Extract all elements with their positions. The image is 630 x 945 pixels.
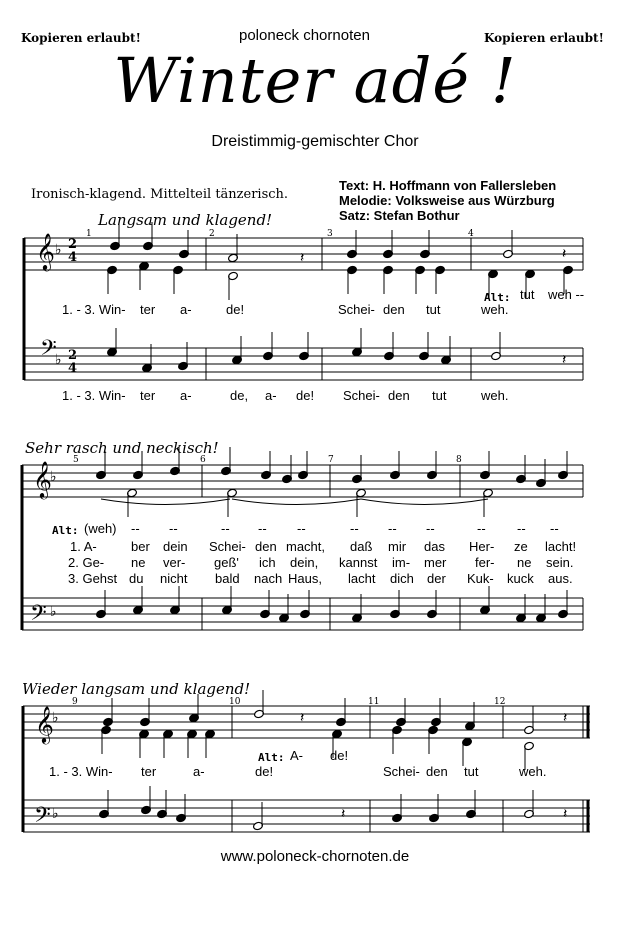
lyric-syllable: lacht [348, 571, 376, 586]
rest-icon: 𝄽 [563, 806, 568, 822]
lyric-syllable: Kuk- [467, 571, 494, 586]
rest-icon: 𝄽 [563, 710, 568, 726]
svg-text:8: 8 [456, 455, 462, 465]
lyric-syllable: de! [226, 302, 245, 317]
lyric-syllable: das [424, 539, 445, 554]
svg-text:3: 3 [327, 229, 333, 239]
lyric-syllable: daß [350, 539, 373, 554]
svg-text:2: 2 [68, 237, 78, 252]
lyric-syllable: de, [230, 388, 249, 403]
lyric-syllable: de! [330, 748, 349, 763]
lyric-syllable: Schei- [209, 539, 246, 554]
lyric-syllable: ze [514, 539, 528, 554]
lyric-syllable: A- [290, 748, 303, 763]
alto-label: Alt: [258, 751, 285, 764]
lyric-syllable: -- [131, 521, 140, 536]
lyric-syllable: Haus, [288, 571, 322, 586]
lyric-syllable: Schei- [338, 302, 375, 317]
lyric-syllable: 1. A- [70, 539, 97, 554]
lyric-syllable: Schei- [383, 764, 420, 779]
lyric-syllable: a- [180, 302, 192, 317]
lyric-syllable: -- [477, 521, 486, 536]
lyric-syllable: dich [390, 571, 414, 586]
lyric-syllable: weh. [519, 764, 547, 779]
alto-label: Alt: [484, 291, 511, 304]
rest-icon: 𝄽 [300, 710, 305, 726]
lyric-syllable: den [255, 539, 277, 554]
lyric-syllable: aus. [548, 571, 573, 586]
rest-icon: 𝄽 [562, 352, 567, 368]
svg-text:4: 4 [68, 250, 78, 265]
lyric-syllable: weh -- [548, 287, 585, 302]
lyric-syllable: a- [180, 388, 192, 403]
svg-text:11: 11 [368, 697, 380, 707]
song-title: Winter adé ! [113, 44, 517, 117]
treble-clef-icon: 𝄞 [35, 705, 54, 743]
lyric-syllable: -- [426, 521, 435, 536]
lyric-syllable: 3. Gehst [68, 571, 118, 586]
lyric-syllable: Her- [469, 539, 495, 554]
lyric-syllable: 1. - 3. Win- [49, 764, 113, 779]
flat-icon: ♭ [55, 352, 62, 368]
svg-text:4: 4 [468, 229, 474, 239]
lyric-syllable: tut [520, 287, 535, 302]
tempo-marking-3: Wieder langsam und klagend! [22, 680, 251, 698]
tempo-marking-1: Langsam und klagend! [98, 211, 273, 229]
lyric-syllable: -- [350, 521, 359, 536]
svg-text:10: 10 [229, 697, 241, 707]
performance-note: Ironisch-klagend. Mittelteil tänzerisch. [31, 187, 289, 202]
lyric-syllable: kuck [507, 571, 534, 586]
lyric-syllable: 1. - 3. Win- [62, 302, 126, 317]
treble-clef-icon: 𝄞 [33, 460, 52, 498]
flat-icon: ♭ [55, 242, 62, 258]
lyric-syllable: 2. Ge- [68, 555, 105, 570]
lyric-syllable: ver- [163, 555, 186, 570]
credit-arrangement: Satz: Stefan Bothur [339, 208, 460, 223]
lyric-syllable: macht, [286, 539, 326, 554]
lyric-syllable: ter [141, 764, 157, 779]
treble-clef-icon: 𝄞 [36, 232, 55, 270]
svg-text:6: 6 [200, 455, 206, 465]
lyric-syllable: dein, [290, 555, 319, 570]
lyric-syllable: mer [424, 555, 447, 570]
lyric-syllable: -- [169, 521, 178, 536]
lyric-syllable: tut [432, 388, 447, 403]
lyric-syllable: bald [215, 571, 240, 586]
svg-text:5: 5 [73, 455, 79, 465]
lyric-syllable: -- [221, 521, 230, 536]
lyric-syllable: a- [193, 764, 205, 779]
flat-icon: ♭ [52, 806, 59, 822]
lyric-syllable: -- [388, 521, 397, 536]
lyric-syllable: de! [296, 388, 315, 403]
lyric-syllable: tut [426, 302, 441, 317]
lyric-syllable: fer- [475, 555, 495, 570]
credit-melody: Melodie: Volksweise aus Würzburg [339, 193, 555, 208]
lyric-syllable: nicht [160, 571, 188, 586]
lyric-syllable: kannst [339, 555, 378, 570]
measure-numbers [72, 229, 505, 707]
lyric-syllable: den [383, 302, 405, 317]
lyric-syllable: Schei- [343, 388, 380, 403]
bass-clef-icon: 𝄢 [40, 336, 57, 366]
lyric-syllable: dein [163, 539, 188, 554]
lyric-syllable: ter [140, 302, 156, 317]
lyric-syllable: 1. - 3. Win- [62, 388, 126, 403]
lyric-syllable: weh. [481, 302, 509, 317]
lyric-syllable: ter [140, 388, 156, 403]
lyric-syllable: (weh) [84, 521, 117, 536]
svg-text:9: 9 [72, 697, 78, 707]
flat-icon: ♭ [52, 710, 59, 726]
lyric-syllable: a- [265, 388, 277, 403]
flat-icon: ♭ [50, 604, 57, 620]
svg-text:2: 2 [68, 348, 78, 363]
lyric-syllable: -- [517, 521, 526, 536]
tie [232, 499, 361, 505]
copy-permission-right: Kopieren erlaubt! [484, 31, 604, 45]
bass-clef-icon: 𝄢 [34, 803, 51, 833]
svg-text:7: 7 [328, 455, 334, 465]
svg-text:4: 4 [68, 361, 78, 376]
footer-url: www.poloneck-chornoten.de [220, 848, 410, 865]
copy-permission-left: Kopieren erlaubt! [21, 31, 141, 45]
svg-text:2: 2 [209, 229, 215, 239]
lyric-syllable: ne [517, 555, 532, 570]
lyric-syllable: lacht! [545, 539, 577, 554]
svg-text:1: 1 [86, 229, 92, 239]
rest-icon: 𝄽 [562, 246, 567, 262]
lyric-syllable: tut [464, 764, 479, 779]
bass-clef-icon: 𝄢 [30, 601, 47, 631]
lyric-syllable: ber [131, 539, 150, 554]
lyric-syllable: im- [392, 555, 411, 570]
lyric-syllable: den [388, 388, 410, 403]
lyric-syllable: weh. [481, 388, 509, 403]
tie [361, 499, 488, 505]
lyric-syllable: den [426, 764, 448, 779]
flat-icon: ♭ [50, 469, 57, 485]
lyric-syllable: du [129, 571, 144, 586]
rest-icon: 𝄽 [300, 250, 305, 266]
publisher-name: poloneck chornoten [239, 27, 370, 44]
rest-icon: 𝄽 [341, 806, 346, 822]
tempo-marking-2: Sehr rasch und neckisch! [25, 439, 219, 457]
tie [101, 499, 230, 505]
alto-label: Alt: [52, 524, 79, 537]
lyric-syllable: sein. [546, 555, 574, 570]
lyric-syllable: de! [255, 764, 274, 779]
lyric-syllable: -- [258, 521, 267, 536]
svg-text:12: 12 [494, 697, 506, 707]
credit-text: Text: H. Hoffmann von Fallersleben [339, 178, 557, 193]
lyric-syllable: mir [388, 539, 407, 554]
lyric-syllable: ich [259, 555, 276, 570]
lyric-syllable: nach [254, 571, 283, 586]
song-subtitle: Dreistimmig-gemischter Chor [211, 133, 419, 150]
lyric-syllable: -- [297, 521, 306, 536]
lyric-syllable: geß' [214, 555, 239, 570]
lyric-syllable: -- [550, 521, 559, 536]
lyric-syllable: der [427, 571, 446, 586]
lyric-syllable: ne [131, 555, 146, 570]
